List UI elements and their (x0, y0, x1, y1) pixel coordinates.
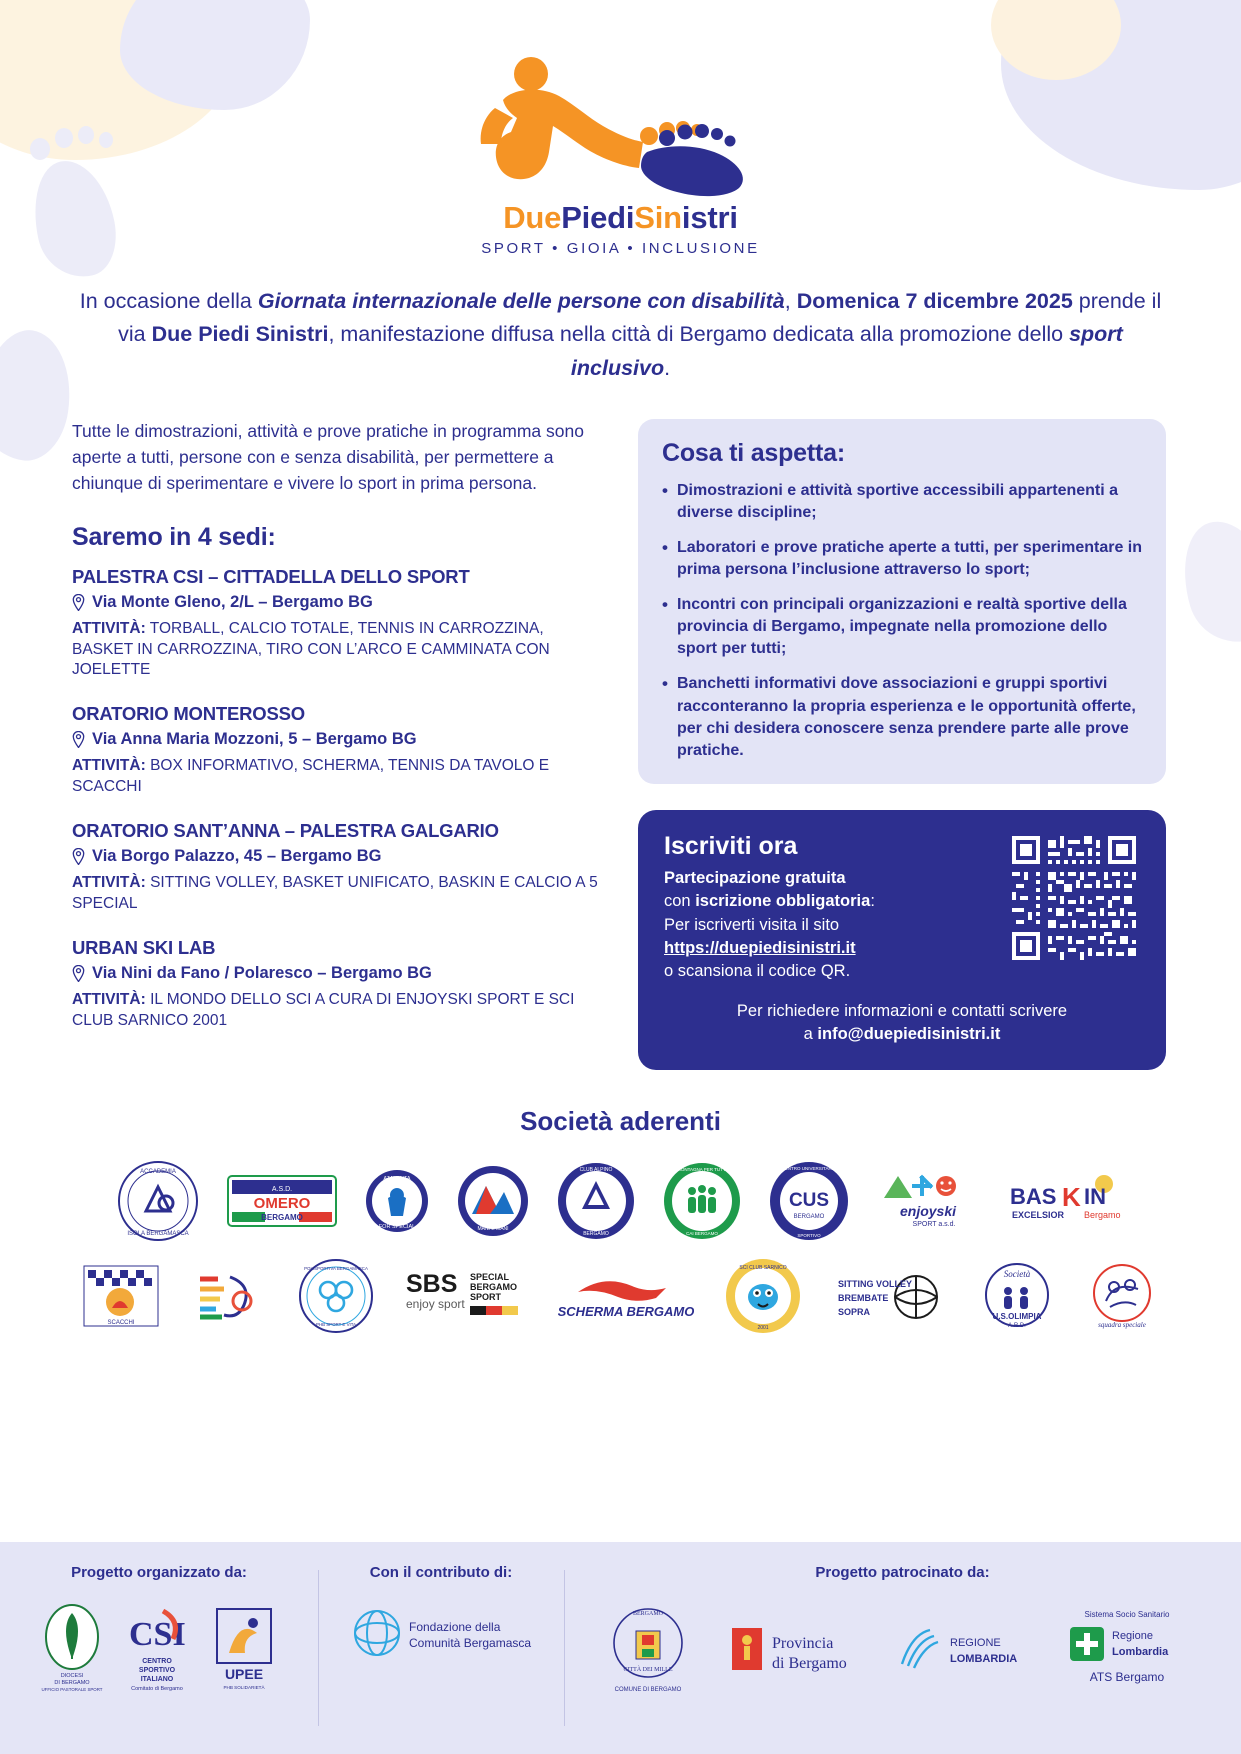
society-logo (226, 1170, 338, 1232)
svg-text:BERGAMO: BERGAMO (260, 1213, 303, 1223)
intro-text-5: diffusa nella città di Bergamo dedicata alla promozione dello (491, 322, 1070, 347)
svg-text:SPECIAL: SPECIAL (469, 1272, 509, 1283)
signup-req-post: : (870, 892, 875, 911)
intro-paragraph (72, 285, 1169, 385)
logo-artwork (471, 48, 771, 198)
signup-card (638, 810, 1166, 1070)
svg-text:BREMBATE: BREMBATE (837, 1293, 888, 1304)
svg-text:SPORTIVO: SPORTIVO (796, 1233, 821, 1239)
society-logo (116, 1159, 200, 1243)
footer-logo-diocesi (41, 1601, 103, 1698)
location-pin-icon (72, 594, 85, 611)
footer-logo-comune-bergamo (606, 1601, 690, 1702)
brand-logo (0, 0, 1241, 257)
footer-col-title: Progetto patrocinato da: (815, 1564, 990, 1581)
svg-text:Fondazione della: Fondazione della (409, 1620, 501, 1634)
svg-text:BAS: BAS (1009, 1184, 1056, 1210)
signup-website-link-row (664, 937, 994, 960)
svg-text:A.S.D.: A.S.D. (271, 1186, 292, 1194)
svg-text:UPEE: UPEE (224, 1666, 264, 1682)
signup-line-required (664, 890, 994, 913)
society-logo (556, 1161, 636, 1241)
svg-text:CLUB ALPINO: CLUB ALPINO (579, 1167, 612, 1174)
svg-text:EXCELSIOR: EXCELSIOR (1011, 1210, 1064, 1221)
society-logo (1006, 1170, 1126, 1232)
intro-text-2: , (784, 289, 791, 313)
website-link[interactable]: https://duepiedisinistri.it (664, 939, 856, 958)
society-logo (404, 1266, 528, 1326)
society-logo (832, 1265, 950, 1327)
intro-text-4: , manifestazione (328, 322, 486, 347)
venue-activities (72, 756, 602, 798)
venue-address-row (72, 593, 602, 612)
venue-address: Via Nini da Fano / Polaresco – Bergamo BG (92, 964, 432, 983)
location-pin-icon (72, 731, 85, 748)
society-logo (724, 1257, 802, 1335)
svg-text:FOR SPECIAL: FOR SPECIAL (378, 1224, 415, 1231)
svg-text:DIOCESI: DIOCESI (60, 1673, 84, 1679)
svg-text:PHB SOLIDARIETÀ: PHB SOLIDARIETÀ (223, 1685, 265, 1690)
svg-text:CENTRO UNIVERSITARIO: CENTRO UNIVERSITARIO (781, 1166, 836, 1172)
svg-text:MANI E MANI: MANI E MANI (476, 1226, 509, 1233)
footer-logo-csi (123, 1601, 191, 1698)
signup-body (664, 832, 1140, 984)
venues-column (72, 419, 602, 1070)
footer-logo-group (10, 1601, 308, 1698)
svg-text:SOPRA: SOPRA (837, 1307, 870, 1318)
venue-activities (72, 873, 602, 915)
svg-text:Bergamo: Bergamo (1083, 1210, 1121, 1221)
logo-title-part-1: Due (503, 200, 562, 235)
intro-date: Domenica 7 dicembre 2025 (796, 289, 1073, 313)
svg-text:UFFICIO PASTORALE SPORT: UFFICIO PASTORALE SPORT (41, 1687, 103, 1692)
signup-line-qr: o scansiona il codice QR. (664, 962, 851, 981)
contact-text: Per richiedere informazioni e contatti scrivere (736, 1001, 1068, 1020)
logo-title-part-2: Piedi (561, 200, 635, 235)
lead-paragraph: Tutte le dimostrazioni, attività e prove pratiche in programma sono aperte a tutti, persone con e senza disabilità, per permettere a chiunque di sperimentare e vivere lo sport in prima persona. (72, 420, 584, 493)
svg-text:Provincia: Provincia (771, 1635, 833, 1652)
svg-text:A.R.D.: A.R.D. (1007, 1323, 1026, 1330)
activities-value: SITTING VOLLEY, BASKET UNIFICATO, BASKIN E CALCIO A 5 SPECIAL (72, 874, 598, 913)
society-logo (980, 1261, 1054, 1331)
signup-free-label: Partecipazione gratuita (664, 868, 846, 887)
venue-name: PALESTRA CSI – CITTADELLA DELLO SPORT (72, 565, 470, 587)
intro-highlight-day: Giornata internazionale delle persone con disabilità (257, 289, 785, 313)
svg-text:K: K (1061, 1182, 1081, 1213)
svg-text:Comunità Bergamasca: Comunità Bergamasca (409, 1636, 532, 1650)
svg-text:SPORT a.s.d.: SPORT a.s.d. (912, 1221, 955, 1229)
society-logo (558, 1268, 694, 1324)
venue-address: Via Borgo Palazzo, 45 – Bergamo BG (92, 847, 382, 866)
footer-logo-group (574, 1601, 1231, 1702)
svg-text:Lombardia: Lombardia (1111, 1646, 1168, 1658)
venue-name: ORATORIO SANT’ANNA – PALESTRA GALGARIO (72, 820, 499, 842)
activities-label: ATTIVITÀ: (72, 991, 146, 1009)
footer-col-title: Progetto organizzato da: (71, 1564, 247, 1581)
signup-line-free (664, 867, 994, 890)
svg-text:SBS: SBS (405, 1270, 457, 1299)
society-logo (190, 1265, 268, 1327)
society-logo (662, 1161, 742, 1241)
main-content (72, 419, 1169, 1070)
svg-text:SITTING VOLLEY: SITTING VOLLEY (837, 1279, 912, 1290)
svg-text:DI BERGAMO: DI BERGAMO (54, 1680, 90, 1686)
svg-text:Regione: Regione (1111, 1630, 1153, 1642)
intro-text-1: In occasione della (79, 289, 258, 313)
svg-text:Comitato di Bergamo: Comitato di Bergamo (131, 1686, 183, 1692)
venue-name: URBAN SKI LAB (72, 937, 216, 959)
qr-code[interactable] (1008, 832, 1140, 964)
venue-item (72, 703, 602, 798)
societies-row-1 (50, 1159, 1191, 1243)
intro-text-3: prende il via (118, 289, 1162, 347)
intro-text-6: . (664, 355, 671, 380)
svg-text:ISOLA BERGAMASCA: ISOLA BERGAMASCA (126, 1231, 189, 1238)
svg-text:COMUNE DI BERGAMO: COMUNE DI BERGAMO (614, 1687, 681, 1693)
svg-text:REGIONE: REGIONE (949, 1637, 1001, 1649)
svg-text:Sistema Socio Sanitario: Sistema Socio Sanitario (1084, 1610, 1169, 1619)
venue-activities (72, 619, 602, 682)
logo-title-part-4: istri (681, 200, 738, 235)
svg-text:enjoy sport: enjoy sport (405, 1297, 465, 1312)
venue-item (72, 937, 602, 1032)
venue-address: Via Anna Maria Mozzoni, 5 – Bergamo BG (92, 730, 417, 749)
venue-address: Via Monte Gleno, 2/L – Bergamo BG (92, 592, 373, 611)
svg-text:ITALIANO: ITALIANO (140, 1676, 174, 1683)
list-item: • Laboratori e prove pratiche aperte a tutti, per sperimentare in prima persona l’inclusione attraverso lo sport; (662, 537, 1142, 581)
activities-label: ATTIVITÀ: (72, 874, 146, 892)
signup-line-visit: Per iscriverti visita il sito (664, 915, 840, 934)
contact-email[interactable]: info@duepiedisinistri.it (817, 1025, 1001, 1043)
footer-organizers (0, 1542, 318, 1754)
svg-text:SPORTIVO: SPORTIVO (138, 1667, 176, 1674)
svg-text:Società: Società (1003, 1269, 1030, 1280)
svg-text:enjoyski: enjoyski (899, 1203, 956, 1220)
signup-req-pre: con (664, 892, 696, 911)
venue-address-row (72, 847, 602, 866)
svg-text:squadra speciale: squadra speciale (1097, 1321, 1146, 1330)
societies-title: Società aderenti (520, 1106, 721, 1137)
svg-text:2001: 2001 (756, 1325, 769, 1332)
svg-text:SCACCHI: SCACCHI (106, 1320, 135, 1327)
venue-activities (72, 990, 602, 1032)
venue-address-row (72, 730, 602, 749)
svg-text:IN: IN (1083, 1184, 1106, 1210)
footer-col-title: Con il contributo di: (369, 1564, 513, 1581)
svg-text:U.S.OLIMPIA: U.S.OLIMPIA (992, 1312, 1041, 1322)
signup-contact (664, 1000, 1140, 1046)
svg-text:POLISPORTIVA BERGAMASCA: POLISPORTIVA BERGAMASCA (303, 1266, 368, 1272)
society-logo (298, 1258, 374, 1334)
activities-value: TORBALL, CALCIO TOTALE, TENNIS IN CARROZZINA, BASKET IN CARROZZINA, TIRO CON L’ARCO E CAMMINATA CON JOELETTE (72, 619, 550, 679)
activities-label: ATTIVITÀ: (72, 757, 146, 775)
signup-req-strong: iscrizione obbligatoria (695, 892, 871, 911)
footer-logo-ats-bergamo (1054, 1603, 1200, 1700)
intro-event-name: Due Piedi Sinistri (151, 322, 329, 347)
svg-text:ATALANTA: ATALANTA (382, 1176, 411, 1183)
societies-row-2 (50, 1257, 1191, 1335)
svg-text:CENTRO: CENTRO (142, 1658, 172, 1665)
svg-text:ACCADEMIA: ACCADEMIA (139, 1169, 176, 1176)
expect-card (638, 419, 1166, 784)
svg-text:SCI CLUB SARNICO: SCI CLUB SARNICO (738, 1265, 787, 1272)
societies-logos (50, 1159, 1191, 1335)
venues-heading: Saremo in 4 sedi: (72, 522, 276, 551)
footer-patrons (564, 1542, 1241, 1754)
logo-tagline: SPORT • GIOIA • INCLUSIONE (481, 240, 760, 257)
svg-text:MONTAGNA PER TUTTI: MONTAGNA PER TUTTI (676, 1167, 727, 1173)
location-pin-icon (72, 848, 85, 865)
svg-text:CAI BERGAMO: CAI BERGAMO (685, 1231, 718, 1237)
venue-address-row (72, 964, 602, 983)
svg-text:CSI: CSI (129, 1616, 186, 1653)
svg-text:SPORT: SPORT (469, 1292, 501, 1303)
venue-item (72, 820, 602, 915)
expect-list (662, 480, 1142, 762)
society-logo (456, 1164, 530, 1238)
logo-title-part-3: Sin (634, 200, 682, 235)
activities-label: ATTIVITÀ: (72, 619, 146, 637)
info-column (638, 419, 1166, 1070)
society-logo (82, 1260, 160, 1332)
svg-text:ATS Bergamo: ATS Bergamo (1089, 1670, 1164, 1684)
footer-logo-group (328, 1601, 554, 1670)
svg-text:di Bergamo: di Bergamo (771, 1655, 847, 1672)
svg-text:BERGAMO: BERGAMO (793, 1214, 824, 1221)
activities-value: IL MONDO DELLO SCI A CURA DI ENJOYSKI SPORT E SCI CLUB SARNICO 2001 (72, 991, 575, 1029)
signup-title: Iscriviti ora (664, 831, 798, 860)
list-item: • Banchetti informativi dove associazioni e gruppi sportivi racconteranno la propria esperienza e le opportunità offerte, per chi desidera conoscere senza prendere parte alle prove pratiche. (662, 673, 1142, 761)
expect-title: Cosa ti aspetta: (662, 438, 845, 467)
footer (0, 1542, 1241, 1754)
svg-text:PHB SPORT E VITA: PHB SPORT E VITA (315, 1322, 356, 1328)
footer-logo-provincia (724, 1614, 854, 1689)
venue-item (72, 566, 602, 682)
footer-logo-fondazione (343, 1601, 539, 1670)
society-logo (768, 1160, 850, 1242)
footprint-decor-left-2 (0, 324, 79, 465)
list-item: • Incontri con principali organizzazioni e realtà sportive della provincia di Bergamo, impegnate nella promozione dello sport per tutti; (662, 594, 1142, 660)
intro-highlight-sport: sport inclusivo (570, 322, 1123, 380)
contact-pre: a (803, 1025, 818, 1043)
svg-text:SCHERMA BERGAMO: SCHERMA BERGAMO (557, 1304, 694, 1320)
location-pin-icon (72, 965, 85, 982)
society-logo (1084, 1261, 1160, 1331)
svg-text:LOMBARDIA: LOMBARDIA (949, 1653, 1017, 1665)
signup-text (664, 832, 994, 984)
logo-title (0, 200, 1241, 236)
activities-value: BOX INFORMATIVO, SCHERMA, TENNIS DA TAVOLO E SCACCHI (72, 757, 550, 796)
svg-text:CUS: CUS (788, 1190, 829, 1212)
svg-text:BERGAMO: BERGAMO (469, 1282, 517, 1293)
footer-logo-upee (211, 1601, 277, 1698)
footprint-decor-right (1170, 511, 1241, 654)
society-logo (364, 1168, 430, 1234)
svg-text:BERGAMO: BERGAMO (632, 1611, 663, 1617)
svg-text:BERGAMO: BERGAMO (582, 1231, 609, 1238)
society-logo (876, 1168, 980, 1234)
svg-text:CITTÀ DEI MILLE: CITTÀ DEI MILLE (623, 1667, 672, 1673)
venue-name: ORATORIO MONTEROSSO (72, 703, 305, 725)
svg-text:OMERO: OMERO (253, 1195, 310, 1213)
list-item: • Dimostrazioni e attività sportive accessibili appartenenti a diverse discipline; (662, 480, 1142, 524)
footer-contributors (318, 1542, 564, 1754)
footer-logo-regione-lombardia (888, 1614, 1020, 1689)
